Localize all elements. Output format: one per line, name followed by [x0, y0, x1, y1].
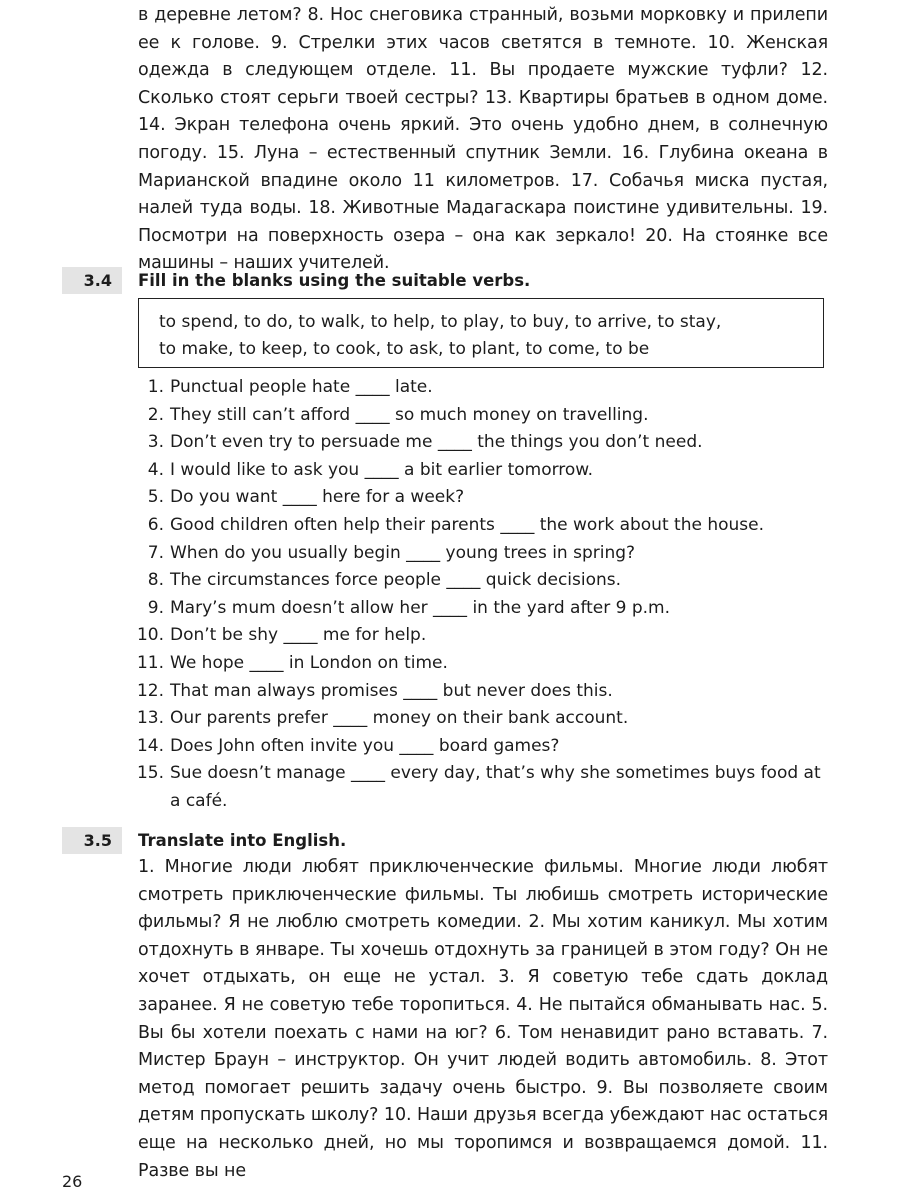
verb-list-box — [138, 298, 824, 368]
item-number: 5. — [147, 487, 164, 508]
item-number: 3. — [147, 432, 164, 453]
exercise-item — [136, 429, 826, 457]
item-text: Don’t even try to persuade me ____ the things you don’t need. — [170, 432, 703, 453]
translation-paragraph: 1. Многие люди любят приключенческие фильмы. Многие люди любят смотреть приключенческие фильмы. Ты любишь смотреть исторические фильмы? Я не люблю смотреть комедии. 2. Мы хотим каникул. Мы хотим отдохнуть в январе. Ты хочешь отдохнуть за границей в этом году? Он не хочет отдыхать, он еще не устал. 3. Я советую тебе сдать доклад заранее. Я не советую тебе торопиться. 4. Не пытайся обманывать нас. 5. Вы бы хотели поехать с нами на юг? 6. Том ненавидит рано вставать. 7. Мистер Браун – инструктор. Он учит людей водить автомобиль. 8. Этот метод помогает решить задачу очень быстро. 9. Вы позволяете своим детям пропускать школу? 10. Наши друзья всегда убеждают нас остаться еще на несколько дней, но мы торопимся и возвращаемся домой. 11. Разве вы не — [138, 857, 828, 1181]
item-text: When do you usually begin ____ young trees in spring? — [170, 542, 636, 563]
translation-exercise — [138, 854, 828, 1185]
exercise-item — [136, 760, 826, 815]
exercise-item — [136, 374, 826, 402]
section-title: Fill in the blanks using the suitable verbs. — [138, 271, 531, 290]
item-number: 9. — [147, 597, 164, 618]
exercise-item — [136, 540, 826, 568]
page-number: 26 — [62, 1172, 83, 1191]
exercise-item — [136, 650, 826, 678]
item-text: Our parents prefer ____ money on their bank account. — [170, 708, 629, 729]
item-number: 13. — [136, 708, 164, 729]
item-text: That man always promises ____ but never does this. — [170, 680, 613, 701]
item-text: Sue doesn’t manage ____ every day, that’s why she sometimes buys food at a café. — [170, 763, 821, 811]
item-text: Does John often invite you ____ board games? — [170, 735, 560, 756]
intro-paragraph: в деревне летом? 8. Нос снеговика странный, возьми морковку и прилепи ее к голове. 9. Стрелки этих часов светятся в темноте. 10. Женская одежда в следующем отделе. 11. Вы продаете мужские туфли? 12. Сколько стоят серьги твоей сестры? 13. Квартиры братьев в одном доме. 14. Экран телефона очень яркий. Это очень удобно днем, в солнечную погоду. 15. Луна – естественный спутник Земли. 16. Глубина океана в Марианской впадине около 11 километров. 17. Собачья миска пустая, налей туда воды. 18. Животные Мадагаскара поистине удивительны. 19. Посмотри на поверхность озера – она как зеркало! 20. На стоянке все машины – наших учителей. — [138, 5, 828, 274]
item-number: 2. — [147, 404, 164, 425]
exercise-item — [136, 595, 826, 623]
exercise-item — [136, 484, 826, 512]
verb-list-line-2: to make, to keep, to cook, to ask, to plant, to come, to be — [159, 339, 650, 359]
section-title: Translate into English. — [138, 831, 347, 850]
item-text: They still can’t afford ____ so much money on travelling. — [170, 404, 649, 425]
item-number: 7. — [147, 542, 164, 563]
item-number: 6. — [147, 514, 164, 535]
exercise-item — [136, 705, 826, 733]
item-number: 1. — [147, 377, 164, 397]
section-number: 3.4 — [62, 267, 122, 294]
exercise-item — [136, 512, 826, 540]
item-text: The circumstances force people ____ quick decisions. — [170, 570, 622, 591]
section-number: 3.5 — [62, 827, 122, 854]
item-text: Mary’s mum doesn’t allow her ____ in the yard after 9 p.m. — [170, 597, 671, 618]
section-header-3-5 — [62, 826, 828, 855]
item-number: 12. — [136, 680, 164, 701]
item-number: 10. — [136, 625, 164, 646]
exercise-item — [136, 733, 826, 761]
item-number: 8. — [147, 570, 164, 591]
item-text: We hope ____ in London on time. — [170, 652, 448, 673]
item-text: Don’t be shy ____ me for help. — [170, 625, 427, 646]
exercise-item — [136, 622, 826, 650]
exercise-item — [136, 678, 826, 706]
verb-list-line-1: to spend, to do, to walk, to help, to play, to buy, to arrive, to stay, — [159, 312, 722, 332]
item-text: I would like to ask you ____ a bit earlier tomorrow. — [170, 459, 594, 480]
exercise-item — [136, 567, 826, 595]
item-text: Do you want ____ here for a week? — [170, 487, 465, 508]
item-number: 15. — [136, 763, 164, 784]
item-number: 11. — [136, 652, 164, 673]
exercise-item — [136, 402, 826, 430]
item-number: 4. — [147, 459, 164, 480]
russian-exercise-continuation — [138, 2, 828, 278]
fill-in-exercise-list — [136, 374, 826, 816]
exercise-item — [136, 457, 826, 485]
item-text: Good children often help their parents ____ the work about the house. — [170, 514, 764, 535]
section-header-3-4 — [62, 266, 828, 295]
item-text: Punctual people hate ____ late. — [170, 377, 433, 397]
item-number: 14. — [136, 735, 164, 756]
